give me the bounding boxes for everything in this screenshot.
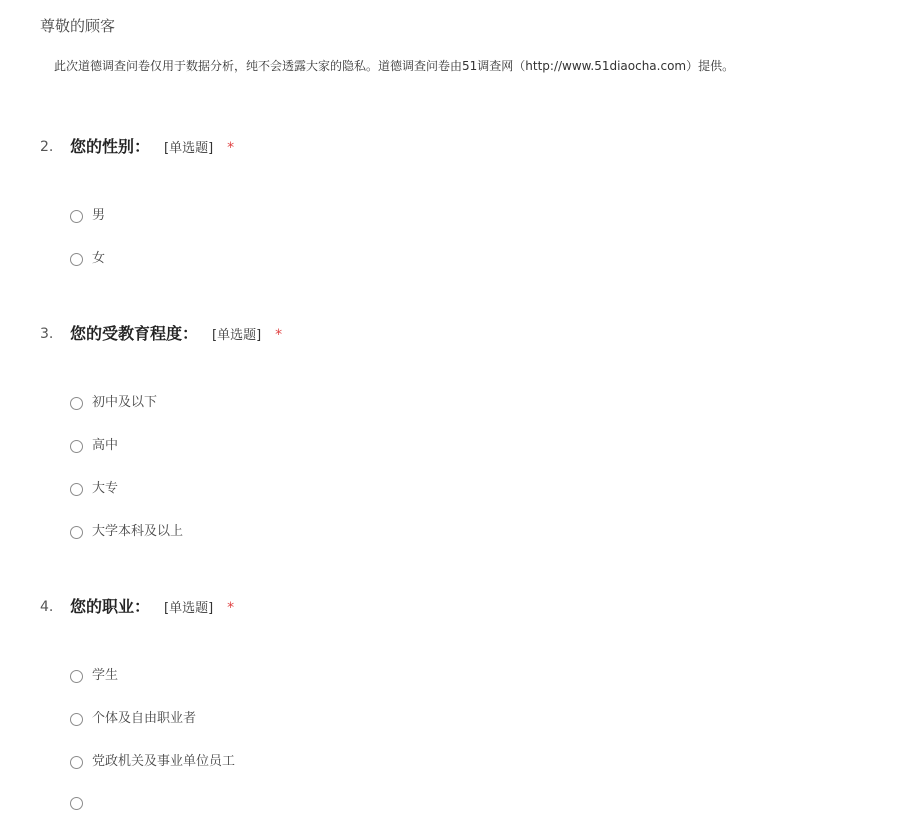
option-government-employee[interactable]	[70, 752, 235, 772]
radio-icon[interactable]	[70, 253, 83, 266]
question-title	[70, 322, 282, 348]
radio-icon[interactable]	[70, 713, 83, 726]
option-female[interactable]	[70, 249, 105, 269]
question-type-tag: [单选题]	[164, 141, 214, 156]
question-number: 2.	[40, 139, 54, 155]
radio-icon[interactable]	[70, 756, 83, 769]
question-header	[0, 135, 900, 159]
option-label: 女	[92, 251, 106, 266]
option-junior-high-or-below[interactable]	[70, 393, 157, 413]
option-bachelor-or-above[interactable]	[70, 522, 183, 542]
option-high-school[interactable]	[70, 436, 118, 456]
radio-icon[interactable]	[70, 483, 83, 496]
option-self-employed[interactable]	[70, 709, 196, 729]
survey-intro: 此次道德调查问卷仅用于数据分析，纯不会透露大家的隐私。道德调查问卷由51调查网（http://www.51diaocha.com）提供。	[54, 59, 735, 73]
option-label: 高中	[92, 438, 119, 453]
question-header	[0, 595, 900, 619]
option-student[interactable]	[70, 666, 118, 686]
option-male[interactable]	[70, 206, 105, 226]
option-label: 大专	[92, 481, 119, 496]
question-header	[0, 322, 900, 346]
greeting: 尊敬的顾客	[40, 17, 116, 35]
question-number: 3.	[40, 326, 54, 342]
option-college[interactable]	[70, 479, 118, 499]
question-title	[70, 135, 234, 161]
option-label: 个体及自由职业者	[92, 711, 197, 726]
radio-icon[interactable]	[70, 797, 83, 810]
option-label: 初中及以下	[92, 395, 158, 410]
radio-icon[interactable]	[70, 397, 83, 410]
option-label: 党政机关及事业单位员工	[92, 754, 236, 769]
radio-icon[interactable]	[70, 526, 83, 539]
question-number: 4.	[40, 599, 54, 615]
radio-icon[interactable]	[70, 670, 83, 683]
required-mark: *	[227, 140, 235, 156]
option-partial-next[interactable]	[70, 793, 83, 813]
question-type-tag: [单选题]	[212, 328, 262, 343]
option-label: 学生	[92, 668, 119, 683]
question-title-text: 您的性别：	[70, 137, 151, 156]
required-mark: *	[275, 327, 283, 343]
question-title-text: 您的受教育程度：	[70, 324, 199, 343]
question-title	[70, 595, 234, 621]
radio-icon[interactable]	[70, 210, 83, 223]
option-label: 男	[92, 208, 106, 223]
required-mark: *	[227, 600, 235, 616]
radio-icon[interactable]	[70, 440, 83, 453]
question-type-tag: [单选题]	[164, 601, 214, 616]
option-label: 大学本科及以上	[92, 524, 184, 539]
question-title-text: 您的职业：	[70, 597, 151, 616]
